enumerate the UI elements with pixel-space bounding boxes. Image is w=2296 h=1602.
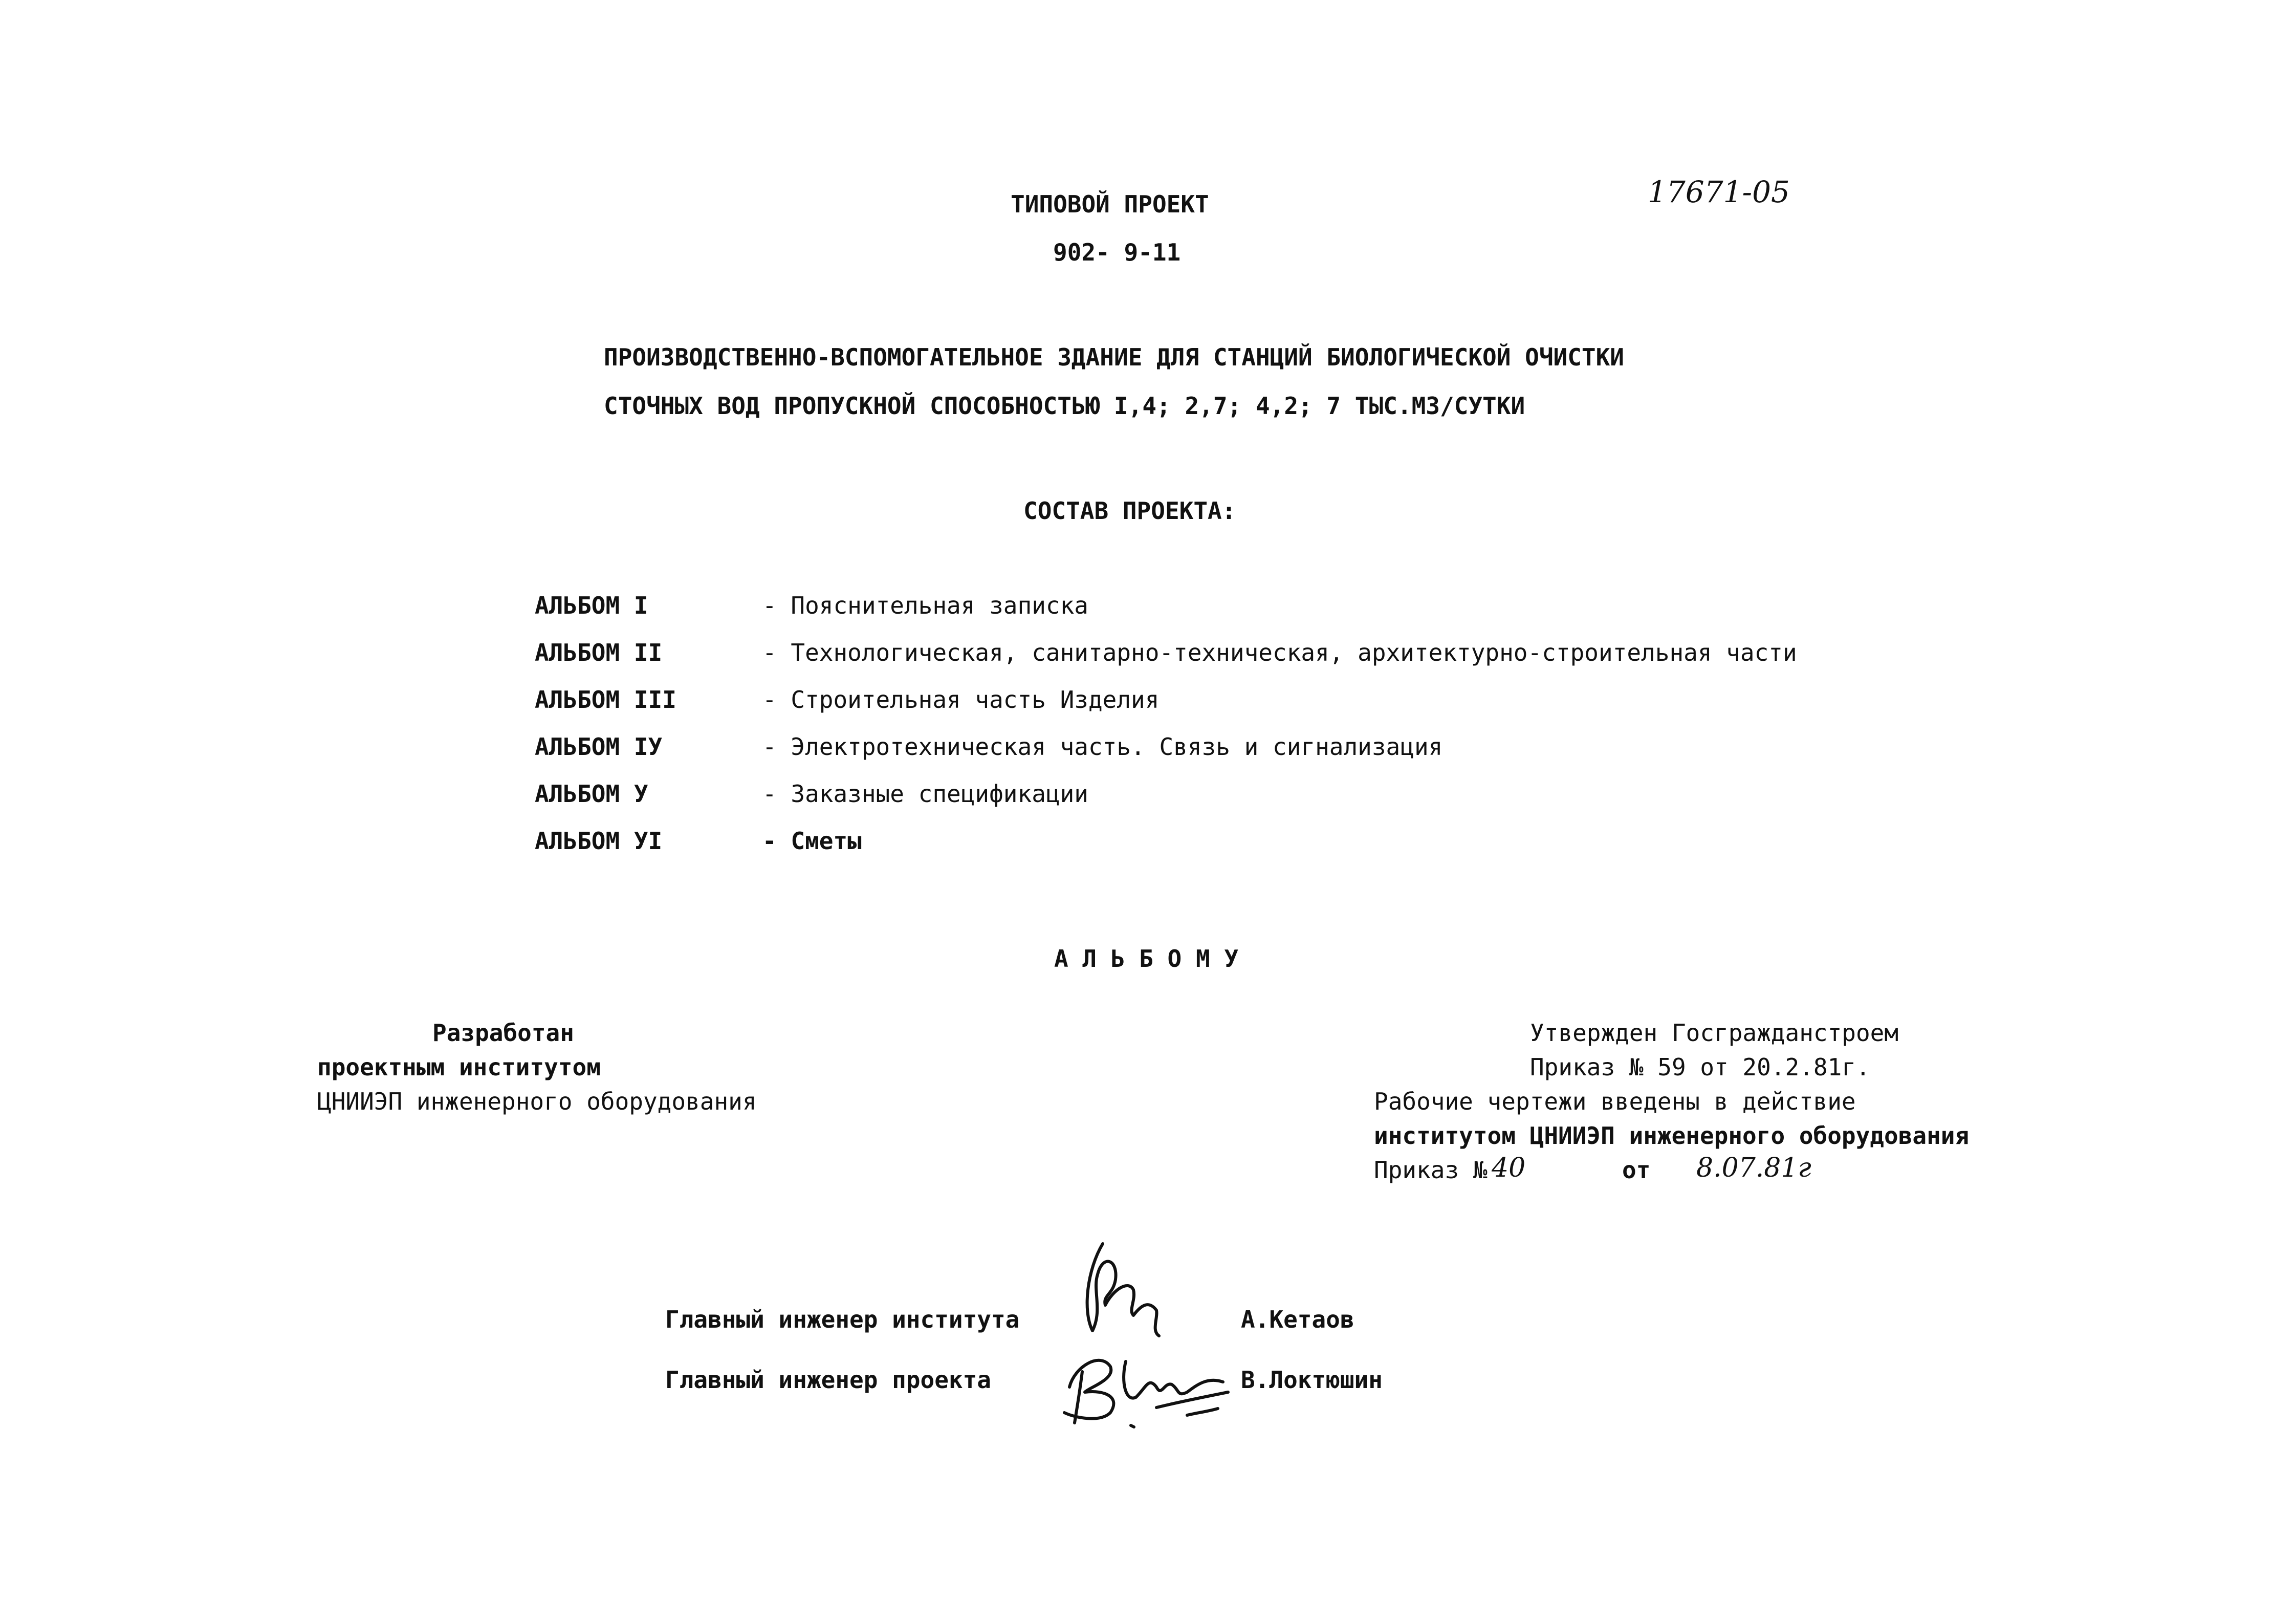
signatory-name: В.Локтюшин [1241, 1366, 1383, 1394]
album-label: АЛЬБОМ I [535, 592, 648, 619]
signatory-name: А.Кетаов [1241, 1306, 1354, 1333]
approval-order-label: Приказ № [1374, 1156, 1488, 1184]
project-name-line-2: СТОЧНЫХ ВОД ПРОПУСКНОЙ СПОСОБНОСТЬЮ I,4; 2,7; 4,2; 7 ТЫС.МЗ/СУТКИ [604, 392, 1525, 420]
project-number: 902- 9-11 [1053, 239, 1181, 266]
album-description: - Пояснительная записка [762, 592, 1088, 619]
album-description: - Заказные спецификации [762, 780, 1088, 808]
document-type: ТИПОВОЙ ПРОЕКТ [1011, 190, 1209, 218]
signatory-role: Главный инженер проекта [665, 1366, 991, 1394]
album-description: - Строительная часть Изделия [762, 686, 1160, 713]
developer-line-3: ЦНИИЭП инженерного оборудования [317, 1088, 757, 1115]
signature-chief-engineer-project [1054, 1341, 1238, 1431]
developer-line-2: проектным институтом [317, 1053, 601, 1081]
approval-order-date: 8.07.81г [1696, 1153, 1811, 1183]
composition-heading: СОСТАВ ПРОЕКТА: [1023, 497, 1236, 525]
album-label: АЛЬБОМ УI [535, 827, 663, 855]
signature-chief-engineer-institute [1072, 1233, 1174, 1341]
approval-line-3: Рабочие чертежи введены в действие [1374, 1088, 1856, 1115]
album-label: АЛЬБОМ IУ [535, 733, 663, 761]
current-album-title: А Л Ь Б О М У [1054, 945, 1239, 972]
approval-order-number: 40 [1492, 1153, 1526, 1183]
album-description: - Технологическая, санитарно-техническая, архитектурно-строительная части [762, 639, 1797, 666]
project-name-line-1: ПРОИЗВОДСТВЕННО-ВСПОМОГАТЕЛЬНОЕ ЗДАНИЕ ДЛЯ СТАНЦИЙ БИОЛОГИЧЕСКОЙ ОЧИСТКИ [604, 343, 1624, 371]
album-description: - Электротехническая часть. Связь и сигнализация [762, 733, 1443, 761]
album-description: - Сметы [762, 827, 862, 855]
inventory-number: 17671-05 [1648, 175, 1790, 209]
album-label: АЛЬБОМ У [535, 780, 648, 808]
signatory-role: Главный инженер института [665, 1306, 1020, 1333]
approval-line-4: институтом ЦНИИЭП инженерного оборудования [1374, 1122, 1970, 1150]
approval-line-1: Утвержден Госгражданстроем [1530, 1019, 1899, 1047]
approval-line-2: Приказ № 59 от 20.2.81г. [1530, 1053, 1870, 1081]
developer-line-1: Разработан [432, 1019, 574, 1047]
album-label: АЛЬБОМ II [535, 639, 663, 666]
approval-order-from: от [1622, 1156, 1651, 1184]
album-label: АЛЬБОМ III [535, 686, 676, 713]
